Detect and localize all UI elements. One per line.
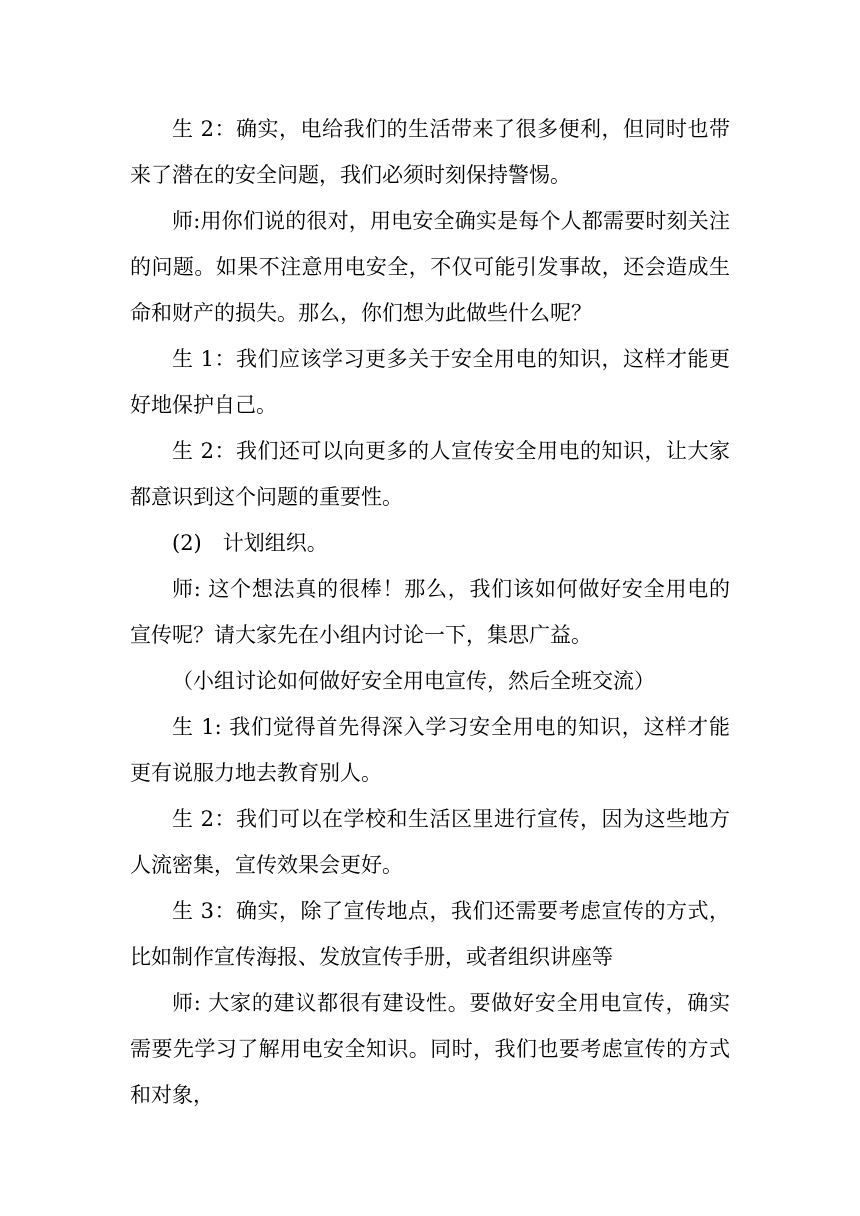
stage-direction: （小组讨论如何做好安全用电宣传，然后全班交流） — [172, 669, 655, 693]
dialogue-paragraph: 师: 这个想法真的很棒！那么，我们该如何做好安全用电的宣传呢？请大家先在小组内讨论一下，集思广益。 — [130, 577, 730, 647]
dialogue-paragraph: 生 3：确实，除了宣传地点，我们还需要考虑宣传的方式，比如制作宣传海报、发放宣传手册，或者组织讲座等 — [130, 899, 730, 969]
dialogue-paragraph: 师: 大家的建议都很有建设性。要做好安全用电宣传，确实需要先学习了解用电安全知识。同时，我们也要考虑宣传的方式和对象， — [130, 991, 730, 1107]
dialogue-paragraph: 生 2：确实，电给我们的生活带来了很多便利，但同时也带来了潜在的安全问题，我们必须时刻保持警惕。 — [130, 117, 730, 187]
dialogue-paragraph: 师:用你们说的很对，用电安全确实是每个人都需要时刻关注的问题。如果不注意用电安全，不仅可能引发事故，还会造成生命和财产的损失。那么，你们想为此做些什么呢？ — [130, 209, 730, 325]
dialogue-paragraph: 生 2：我们还可以向更多的人宣传安全用电的知识，让大家都意识到这个问题的重要性。 — [130, 439, 730, 509]
section-heading: (2) 计划组织。 — [172, 531, 328, 555]
dialogue-paragraph: 生 1：我们应该学习更多关于安全用电的知识，这样才能更好地保护自己。 — [130, 347, 730, 417]
dialogue-paragraph: 生 1: 我们觉得首先得深入学习安全用电的知识，这样才能更有说服力地去教育别人。 — [130, 715, 730, 785]
dialogue-paragraph: 生 2：我们可以在学校和生活区里进行宣传，因为这些地方人流密集，宣传效果会更好。 — [130, 807, 730, 877]
document-page — [130, 106, 730, 1118]
